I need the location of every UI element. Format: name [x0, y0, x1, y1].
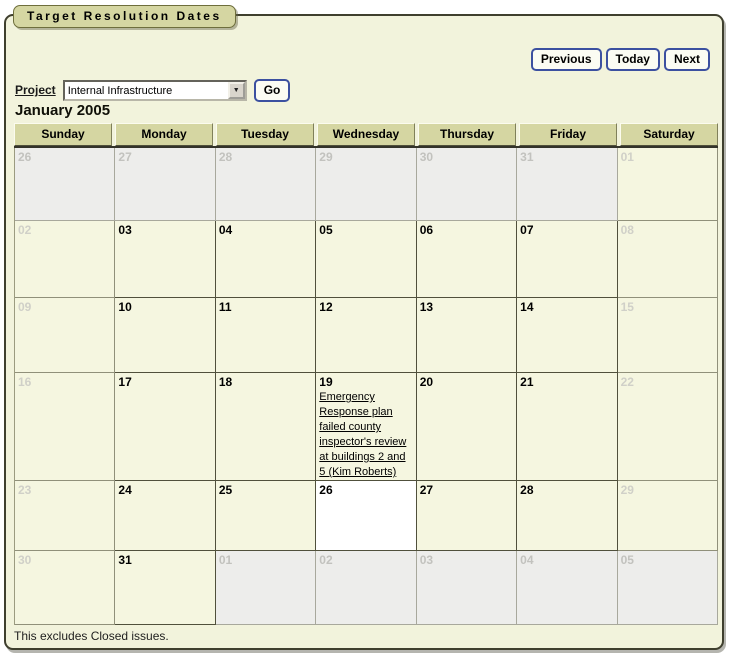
calendar-cell: [517, 551, 617, 625]
calendar-cell: [517, 481, 617, 551]
date-number: 02: [18, 223, 32, 237]
date-number: 11: [218, 300, 232, 314]
calendar-day-headers: [14, 123, 718, 148]
panel-tab-title: Target Resolution Dates: [13, 5, 236, 28]
event-link[interactable]: Emergency Response plan failed county inspector's review at buildings 2 and 5 (Kim Roberts): [319, 391, 407, 478]
calendar-cell-today: [316, 481, 416, 551]
date-number: 29: [620, 483, 634, 497]
date-number: 02: [319, 553, 333, 567]
calendar-cell: [216, 221, 316, 298]
project-select-value: Internal Infrastructure: [67, 84, 173, 97]
date-number: 28: [218, 150, 233, 164]
project-label[interactable]: Project: [15, 83, 56, 97]
date-number: 26: [319, 483, 333, 497]
today-button[interactable]: Today: [606, 48, 660, 71]
day-header-thursday: Thursday: [418, 123, 516, 146]
date-number: 25: [218, 483, 233, 497]
date-number: 18: [218, 375, 233, 389]
calendar-cell: [115, 298, 215, 373]
date-number: 09: [18, 300, 32, 314]
calendar-cell: [618, 551, 718, 625]
calendar-cell: [618, 298, 718, 373]
date-number: 27: [118, 150, 132, 164]
date-number: 01: [218, 553, 233, 567]
calendar-cell: [417, 551, 517, 625]
calendar-cell: [618, 148, 718, 221]
calendar-cell: [417, 481, 517, 551]
calendar-cell: [517, 221, 617, 298]
calendar-cell: [15, 373, 115, 481]
day-header-saturday: Saturday: [620, 123, 718, 146]
date-number: 20: [419, 375, 434, 389]
date-number: 21: [520, 375, 534, 389]
date-number: 06: [419, 223, 434, 237]
calendar-cell: [316, 221, 416, 298]
project-select[interactable]: [63, 80, 247, 101]
date-number: 31: [118, 553, 132, 567]
month-title: January 2005: [15, 102, 111, 119]
calendar-cell: [517, 148, 617, 221]
calendar-cell: [417, 221, 517, 298]
date-number: 01: [620, 150, 634, 164]
calendar: [14, 123, 718, 625]
calendar-cell: [115, 373, 215, 481]
date-number: 24: [118, 483, 132, 497]
date-number: 15: [620, 300, 634, 314]
date-number: 13: [419, 300, 434, 314]
date-number: 16: [18, 375, 32, 389]
calendar-cell: [216, 551, 316, 625]
calendar-grid: [14, 148, 718, 625]
calendar-cell: [618, 481, 718, 551]
calendar-cell: [216, 148, 316, 221]
date-number: 08: [620, 223, 634, 237]
calendar-cell: [15, 221, 115, 298]
calendar-cell: [316, 298, 416, 373]
calendar-cell: [115, 221, 215, 298]
date-number: 03: [419, 553, 434, 567]
calendar-cell: [417, 148, 517, 221]
date-number: 14: [520, 300, 534, 314]
date-number: 04: [520, 553, 534, 567]
calendar-cell: [417, 373, 517, 481]
calendar-cell: [15, 551, 115, 625]
date-number: 28: [520, 483, 534, 497]
next-button[interactable]: Next: [664, 48, 710, 71]
calendar-cell: [216, 298, 316, 373]
calendar-cell: [316, 148, 416, 221]
date-number: 27: [419, 483, 434, 497]
calendar-cell: [216, 481, 316, 551]
calendar-cell: [15, 298, 115, 373]
date-number: 22: [620, 375, 634, 389]
day-header-wednesday: Wednesday: [317, 123, 415, 146]
calendar-cell: [115, 551, 215, 625]
date-number: 23: [18, 483, 32, 497]
day-header-tuesday: Tuesday: [216, 123, 314, 146]
date-number: 04: [218, 223, 233, 237]
date-number: 19: [319, 375, 333, 389]
calendar-cell: [316, 551, 416, 625]
calendar-cell: [517, 298, 617, 373]
calendar-cell: [216, 373, 316, 481]
day-header-sunday: Sunday: [14, 123, 112, 146]
calendar-cell: [517, 373, 617, 481]
date-number: 03: [118, 223, 132, 237]
calendar-cell: [618, 221, 718, 298]
date-number: 31: [520, 150, 534, 164]
calendar-nav-toolbar: [531, 48, 710, 71]
calendar-cell: [115, 481, 215, 551]
calendar-cell: [618, 373, 718, 481]
calendar-cell: [316, 373, 416, 481]
date-number: 26: [18, 150, 32, 164]
calendar-cell: [417, 298, 517, 373]
date-number: 10: [118, 300, 132, 314]
previous-button[interactable]: Previous: [531, 48, 602, 71]
date-number: 30: [18, 553, 32, 567]
date-number: 30: [419, 150, 434, 164]
date-number: 29: [319, 150, 333, 164]
date-number: 12: [319, 300, 333, 314]
day-header-monday: Monday: [115, 123, 213, 146]
date-number: 05: [620, 553, 634, 567]
calendar-cell: [115, 148, 215, 221]
calendar-cell: [15, 148, 115, 221]
chevron-down-icon[interactable]: ▼: [228, 82, 245, 99]
day-header-friday: Friday: [519, 123, 617, 146]
target-resolution-dates-panel: [4, 9, 724, 650]
date-number: 07: [520, 223, 534, 237]
project-filter-row: [15, 79, 290, 101]
date-number: 17: [118, 375, 132, 389]
footer-note: This excludes Closed issues.: [14, 629, 169, 643]
calendar-cell: [15, 481, 115, 551]
go-button[interactable]: Go: [254, 79, 291, 102]
date-number: 05: [319, 223, 333, 237]
